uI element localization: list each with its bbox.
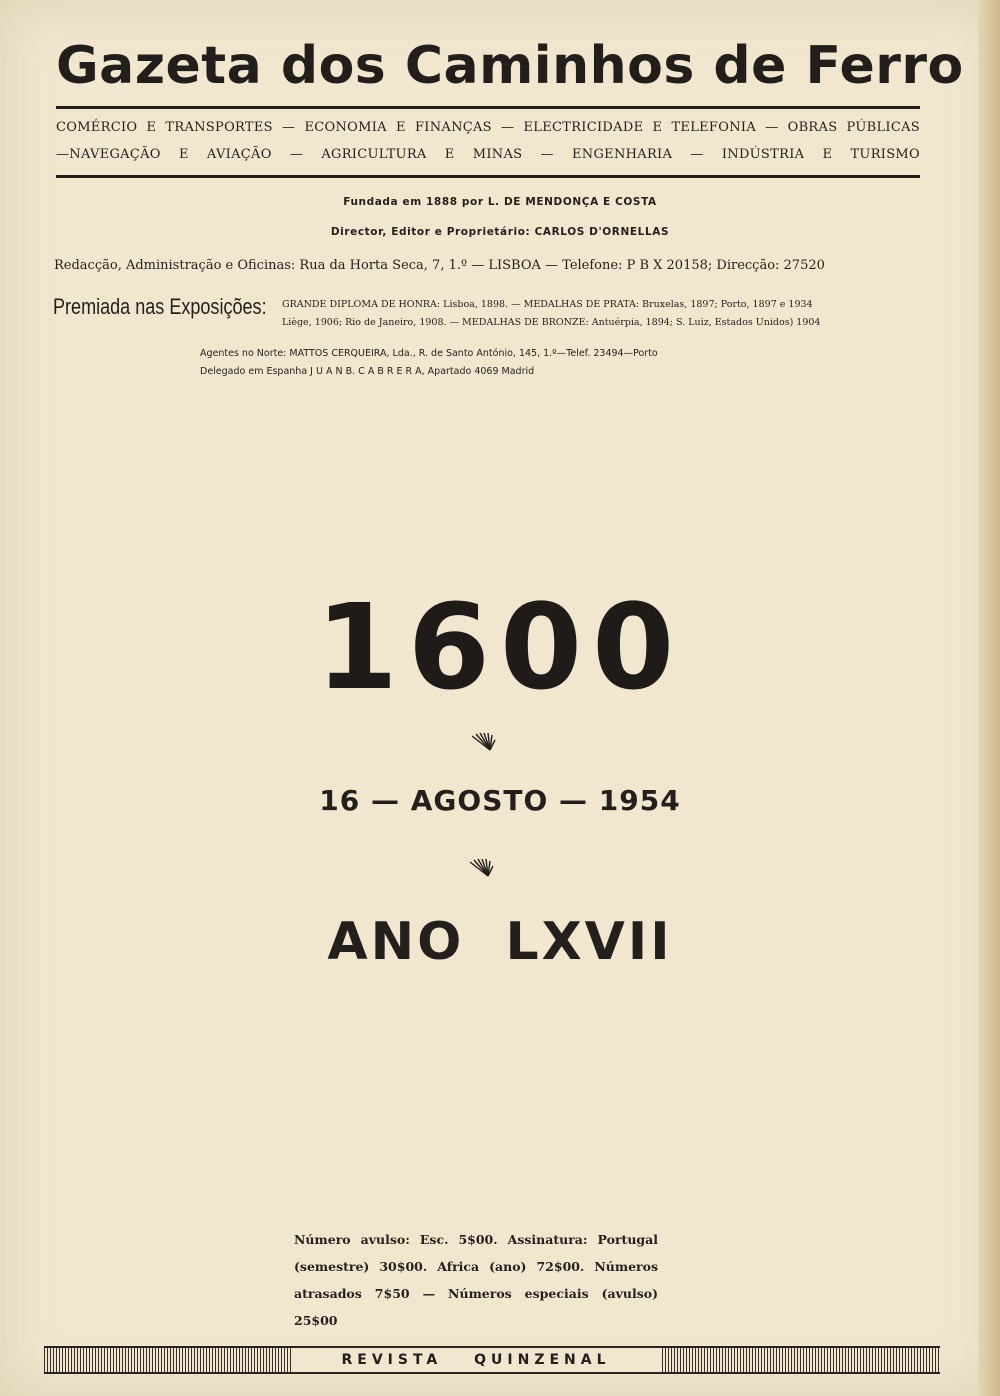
prizes-line-2: Liège, 1906; Rio de Janeiro, 1908. — MEDALHAS DE BRONZE: Antuérpia, 1894; S. Luiz, Estados Unidos) 1904	[282, 317, 821, 328]
prizes-line-1: GRANDE DIPLOMA DE HONRA: Lisboa, 1898. — MEDALHAS DE PRATA: Bruxelas, 1897; Porto, 1897 e 1934	[282, 299, 813, 310]
masthead-rule-bottom	[56, 175, 920, 178]
founder-line: Fundada em 1888 por L. DE MENDONÇA E COSTA	[343, 196, 657, 208]
issue-year: ANO LXVII	[327, 912, 673, 972]
agents-line-1: Agentes no Norte: MATTOS CERQUEIRA, Lda., R. de Santo António, 145, 1.º—Telef. 23494—Porto	[200, 348, 658, 359]
address-line: Redacção, Administração e Oficinas: Rua da Horta Seca, 7, 1.º — LISBOA — Telefone: P B X 20158; Direcção: 27520	[54, 258, 825, 273]
agents-line-2: Delegado em Espanha J U A N B. C A B R E R A, Apartado 4069 Madrid	[200, 366, 535, 377]
sections-line-2: —NAVEGAÇÃO E AVIAÇÃO — AGRICULTURA E MINAS — ENGENHARIA — INDÚSTRIA E TURISMO	[56, 147, 920, 162]
agents-block	[200, 345, 780, 381]
fan-ornament-icon	[468, 858, 494, 880]
prizes-label: Premiada nas Exposições:	[53, 294, 267, 319]
issue-number: 1600	[315, 578, 685, 716]
prizes-list	[282, 296, 922, 332]
director-line: Director, Editor e Proprietário: CARLOS D'ORNELLAS	[330, 226, 670, 238]
price-list: Número avulso: Esc. 5$00. Assinatura: Portugal (semestre) 30$00. Africa (ano) 72$00. Números atrasados 7$50 — Números especiais (avulso) 25$00	[294, 1232, 658, 1328]
masthead-title: Gazeta dos Caminhos de Ferro	[56, 36, 964, 96]
footer-label: REVISTA QUINZENAL	[292, 1348, 660, 1372]
issue-date: 16 — AGOSTO — 1954	[319, 784, 681, 817]
masthead-rule-top	[56, 106, 920, 109]
fan-ornament-icon	[470, 732, 496, 754]
sections-line-1: COMÉRCIO E TRANSPORTES — ECONOMIA E FINANÇAS — ELECTRICIDADE E TELEFONIA — OBRAS PÚBLICAS	[56, 120, 920, 135]
